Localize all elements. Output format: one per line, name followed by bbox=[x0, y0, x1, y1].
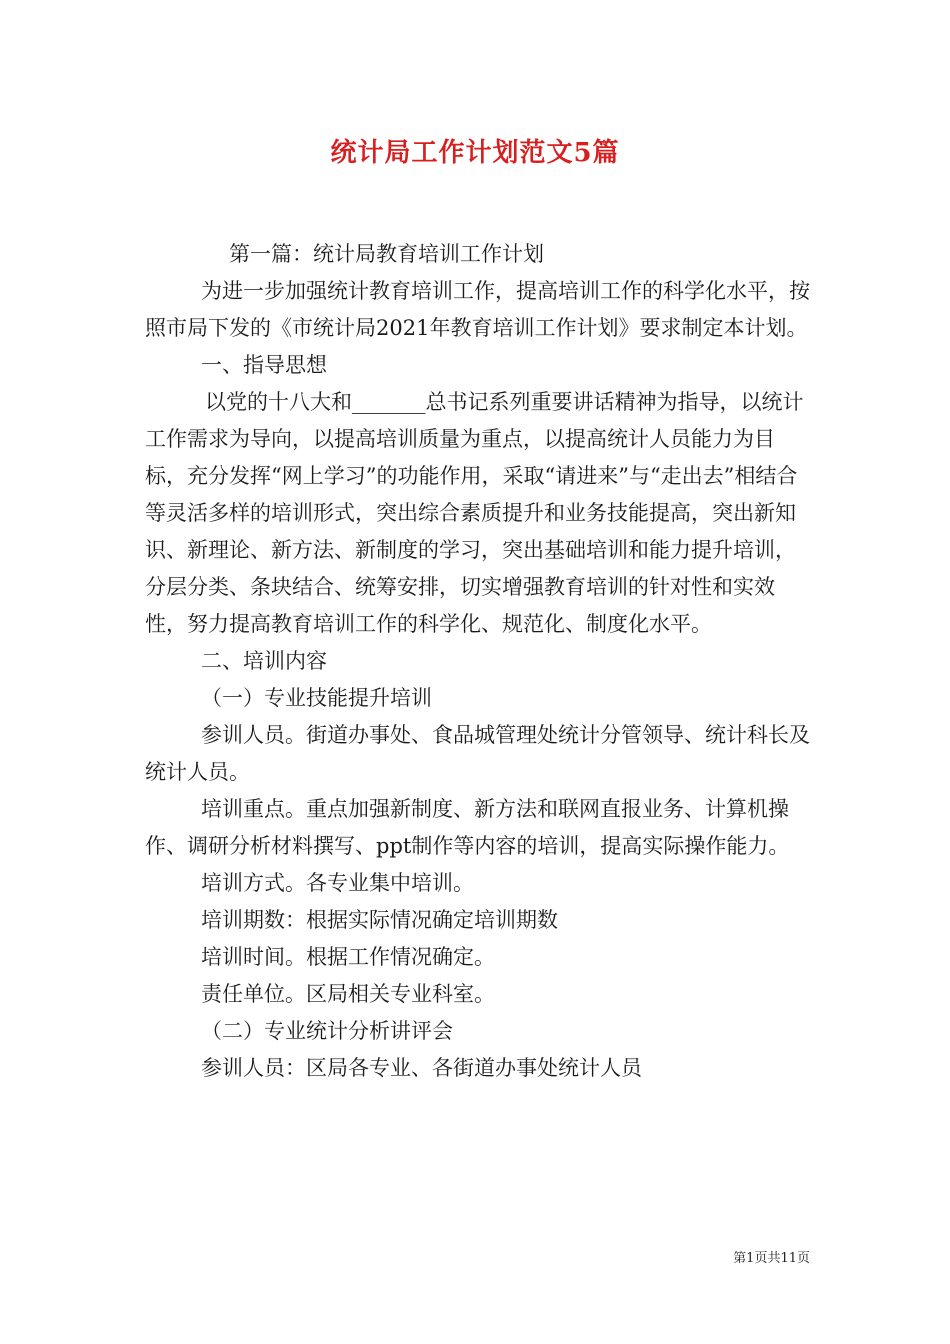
paragraph-responsible-unit: 责任单位。区局相关专业科室。 bbox=[201, 982, 495, 1006]
page-number-footer: 第1页共11页 bbox=[733, 1251, 810, 1266]
section-heading-guiding-thought: 一、指导思想 bbox=[201, 353, 327, 377]
paragraph-review-participants: 参训人员：区局各专业、各街道办事处统计人员 bbox=[201, 1056, 642, 1080]
document-body bbox=[145, 236, 813, 1087]
document-title: 统计局工作计划范文5篇 bbox=[330, 138, 620, 168]
subsection-heading-skill-training: （一）专业技能提升培训 bbox=[201, 686, 432, 710]
subsection-heading-analysis-review: （二）专业统计分析讲评会 bbox=[201, 1019, 453, 1043]
paragraph-participants: 参训人员。街道办事处、食品城管理处统计分管领导、统计科长及统计人员。 bbox=[145, 723, 810, 784]
paragraph-training-method: 培训方式。各专业集中培训。 bbox=[201, 871, 474, 895]
paragraph-guiding-thought: 以党的十八大和_______总书记系列重要讲话精神为指导，以统计工作需求为导向，以提高培训质量为重点，以提高统计人员能力为目标，充分发挥“网上学习”的功能作用，采取“请进来”与“走出去”相结合等灵活多样的培训形式，突出综合素质提升和业务技能提高，突出新知识、新理论、新方法、新制度的学习，突出基础培训和能力提升培训，分层分类、条块结合、统筹安排，切实增强教育培训的针对性和实效性，努力提高教育培训工作的科学化、规范化、制度化水平。 bbox=[145, 390, 804, 636]
paragraph-training-focus: 培训重点。重点加强新制度、新方法和联网直报业务、计算机操作、调研分析材料撰写、ppt制作等内容的培训，提高实际操作能力。 bbox=[145, 797, 790, 858]
chapter-heading: 第一篇：统计局教育培训工作计划 bbox=[229, 242, 544, 266]
paragraph-training-sessions: 培训期数：根据实际情况确定培训期数 bbox=[201, 908, 558, 932]
paragraph-training-time: 培训时间。根据工作情况确定。 bbox=[201, 945, 495, 969]
paragraph-intro: 为进一步加强统计教育培训工作，提高培训工作的科学化水平，按照市局下发的《市统计局2021年教育培训工作计划》要求制定本计划。 bbox=[145, 279, 810, 340]
section-heading-training-content: 二、培训内容 bbox=[201, 649, 327, 673]
